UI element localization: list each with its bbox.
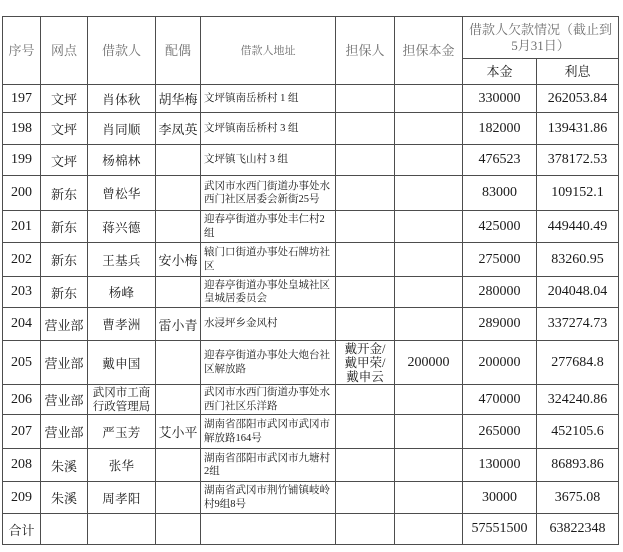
cell-branch: 文坪 [41, 85, 88, 113]
cell-branch: 文坪 [41, 113, 88, 145]
cell-borrower: 蒋兴德 [88, 211, 156, 243]
cell-spouse [156, 482, 201, 514]
cell-spouse [156, 145, 201, 176]
cell-guarantor [336, 449, 395, 482]
cell-principal: 330000 [463, 85, 537, 113]
cell-address: 辕门口街道办事处石牌坊社区 [201, 243, 336, 277]
cell-borrower: 肖同顺 [88, 113, 156, 145]
cell-guarantor [336, 415, 395, 449]
cell-principal: 476523 [463, 145, 537, 176]
cell-no: 199 [3, 145, 41, 176]
cell-principal: 265000 [463, 415, 537, 449]
header-no: 序号 [3, 17, 41, 85]
cell-guarantor [336, 308, 395, 341]
cell-no: 206 [3, 385, 41, 415]
total-principal: 57551500 [463, 514, 537, 545]
cell-guarantor [336, 277, 395, 308]
cell-no: 198 [3, 113, 41, 145]
cell-branch: 文坪 [41, 145, 88, 176]
cell-guarantor [336, 85, 395, 113]
cell-guarantee-principal [395, 308, 463, 341]
cell-guarantor [336, 243, 395, 277]
cell-borrower: 严玉芳 [88, 415, 156, 449]
total-empty-cell [336, 514, 395, 545]
table-row [3, 243, 619, 277]
cell-interest: 83260.95 [537, 243, 619, 277]
cell-spouse [156, 341, 201, 385]
cell-spouse [156, 277, 201, 308]
table-row [3, 308, 619, 341]
cell-interest: 277684.8 [537, 341, 619, 385]
header-interest: 利息 [537, 59, 619, 85]
cell-interest: 139431.86 [537, 113, 619, 145]
cell-borrower: 杨峰 [88, 277, 156, 308]
cell-interest: 449440.49 [537, 211, 619, 243]
cell-address: 湖南省邵阳市武冈市武冈市解放路164号 [201, 415, 336, 449]
table-row [3, 176, 619, 211]
cell-spouse: 胡华梅 [156, 85, 201, 113]
cell-borrower: 曾松华 [88, 176, 156, 211]
cell-guarantor [336, 482, 395, 514]
cell-branch: 营业部 [41, 385, 88, 415]
cell-address: 文坪镇南岳桥村 1 组 [201, 85, 336, 113]
cell-address: 武冈市水西门街道办事处水西门社区居委会新街25号 [201, 176, 336, 211]
table-row [3, 341, 619, 385]
total-empty-cell [156, 514, 201, 545]
total-section [3, 514, 619, 545]
cell-guarantee-principal [395, 415, 463, 449]
header-address: 借款人地址 [201, 17, 336, 85]
table-header [3, 17, 619, 85]
cell-no: 209 [3, 482, 41, 514]
table-row [3, 449, 619, 482]
total-empty-cell [88, 514, 156, 545]
cell-borrower: 戴申国 [88, 341, 156, 385]
cell-interest: 324240.86 [537, 385, 619, 415]
cell-principal: 130000 [463, 449, 537, 482]
cell-branch: 新东 [41, 176, 88, 211]
cell-branch: 营业部 [41, 415, 88, 449]
cell-guarantee-principal [395, 85, 463, 113]
cell-no: 204 [3, 308, 41, 341]
cell-address: 水浸坪乡金风村 [201, 308, 336, 341]
cell-guarantee-principal [395, 243, 463, 277]
header-arrears-group: 借款人欠款情况（截止到5月31日） [463, 17, 619, 59]
cell-address: 迎春亭街道办事处丰仁村2组 [201, 211, 336, 243]
cell-spouse: 艾小平 [156, 415, 201, 449]
cell-principal: 425000 [463, 211, 537, 243]
table-row [3, 113, 619, 145]
cell-address: 文坪镇飞山村 3 组 [201, 145, 336, 176]
cell-address: 迎春亭街道办事处皇城社区皇城居委员会 [201, 277, 336, 308]
cell-branch: 朱溪 [41, 482, 88, 514]
cell-interest: 204048.04 [537, 277, 619, 308]
cell-guarantee-principal [395, 449, 463, 482]
cell-branch: 营业部 [41, 308, 88, 341]
total-empty-cell [395, 514, 463, 545]
cell-branch: 新东 [41, 277, 88, 308]
cell-guarantor [336, 176, 395, 211]
header-branch: 网点 [41, 17, 88, 85]
cell-branch: 新东 [41, 243, 88, 277]
cell-branch: 营业部 [41, 341, 88, 385]
cell-guarantee-principal [395, 385, 463, 415]
loan-arrears-table [2, 16, 619, 545]
cell-borrower: 武冈市工商行政管理局 [88, 385, 156, 415]
cell-principal: 83000 [463, 176, 537, 211]
table-row [3, 277, 619, 308]
header-guarantee-principal: 担保本金 [395, 17, 463, 85]
cell-principal: 470000 [463, 385, 537, 415]
cell-borrower: 张华 [88, 449, 156, 482]
cell-address: 武冈市水西门街道办事处水西门社区乐洋路 [201, 385, 336, 415]
cell-no: 205 [3, 341, 41, 385]
cell-interest: 378172.53 [537, 145, 619, 176]
cell-guarantor [336, 145, 395, 176]
cell-guarantor [336, 211, 395, 243]
cell-interest: 262053.84 [537, 85, 619, 113]
total-empty-cell [201, 514, 336, 545]
header-spouse: 配偶 [156, 17, 201, 85]
header-principal: 本金 [463, 59, 537, 85]
cell-spouse [156, 211, 201, 243]
header-row [3, 17, 619, 59]
table-row [3, 85, 619, 113]
cell-interest: 337274.73 [537, 308, 619, 341]
cell-no: 201 [3, 211, 41, 243]
cell-guarantee-principal [395, 176, 463, 211]
cell-spouse: 雷小青 [156, 308, 201, 341]
cell-borrower: 杨棉林 [88, 145, 156, 176]
cell-borrower: 王基兵 [88, 243, 156, 277]
cell-guarantee-principal [395, 211, 463, 243]
cell-address: 迎春亭街道办事处大炮台社区解放路 [201, 341, 336, 385]
cell-spouse: 李凤英 [156, 113, 201, 145]
total-row [3, 514, 619, 545]
cell-guarantor [336, 385, 395, 415]
cell-guarantee-principal [395, 277, 463, 308]
cell-branch: 朱溪 [41, 449, 88, 482]
table-row [3, 482, 619, 514]
cell-spouse: 安小梅 [156, 243, 201, 277]
cell-interest: 452105.6 [537, 415, 619, 449]
cell-guarantee-principal [395, 482, 463, 514]
total-interest: 63822348 [537, 514, 619, 545]
table-row [3, 415, 619, 449]
cell-principal: 280000 [463, 277, 537, 308]
cell-interest: 109152.1 [537, 176, 619, 211]
cell-spouse [156, 449, 201, 482]
cell-spouse [156, 176, 201, 211]
cell-no: 207 [3, 415, 41, 449]
cell-borrower: 肖体秋 [88, 85, 156, 113]
header-borrower: 借款人 [88, 17, 156, 85]
cell-interest: 3675.08 [537, 482, 619, 514]
cell-address: 湖南省邵阳市武冈市九塘村2组 [201, 449, 336, 482]
cell-no: 203 [3, 277, 41, 308]
table-row [3, 211, 619, 243]
cell-principal: 182000 [463, 113, 537, 145]
cell-guarantee-principal [395, 145, 463, 176]
header-guarantor: 担保人 [336, 17, 395, 85]
cell-no: 200 [3, 176, 41, 211]
table-row [3, 385, 619, 415]
cell-borrower: 曹孝洲 [88, 308, 156, 341]
cell-address: 文坪镇南岳桥村 3 组 [201, 113, 336, 145]
cell-guarantor [336, 113, 395, 145]
cell-address: 湖南省武冈市荆竹铺镇岐岭村9组8号 [201, 482, 336, 514]
cell-interest: 86893.86 [537, 449, 619, 482]
cell-spouse [156, 385, 201, 415]
cell-principal: 200000 [463, 341, 537, 385]
cell-no: 197 [3, 85, 41, 113]
cell-no: 208 [3, 449, 41, 482]
cell-branch: 新东 [41, 211, 88, 243]
cell-guarantee-principal: 200000 [395, 341, 463, 385]
cell-borrower: 周孝阳 [88, 482, 156, 514]
total-empty-cell [41, 514, 88, 545]
table-row [3, 145, 619, 176]
total-label: 合计 [3, 514, 41, 545]
cell-principal: 30000 [463, 482, 537, 514]
cell-principal: 275000 [463, 243, 537, 277]
table-body [3, 85, 619, 514]
cell-guarantee-principal [395, 113, 463, 145]
cell-no: 202 [3, 243, 41, 277]
cell-principal: 289000 [463, 308, 537, 341]
cell-guarantor: 戴开金/戴甲荣/戴申云 [336, 341, 395, 385]
